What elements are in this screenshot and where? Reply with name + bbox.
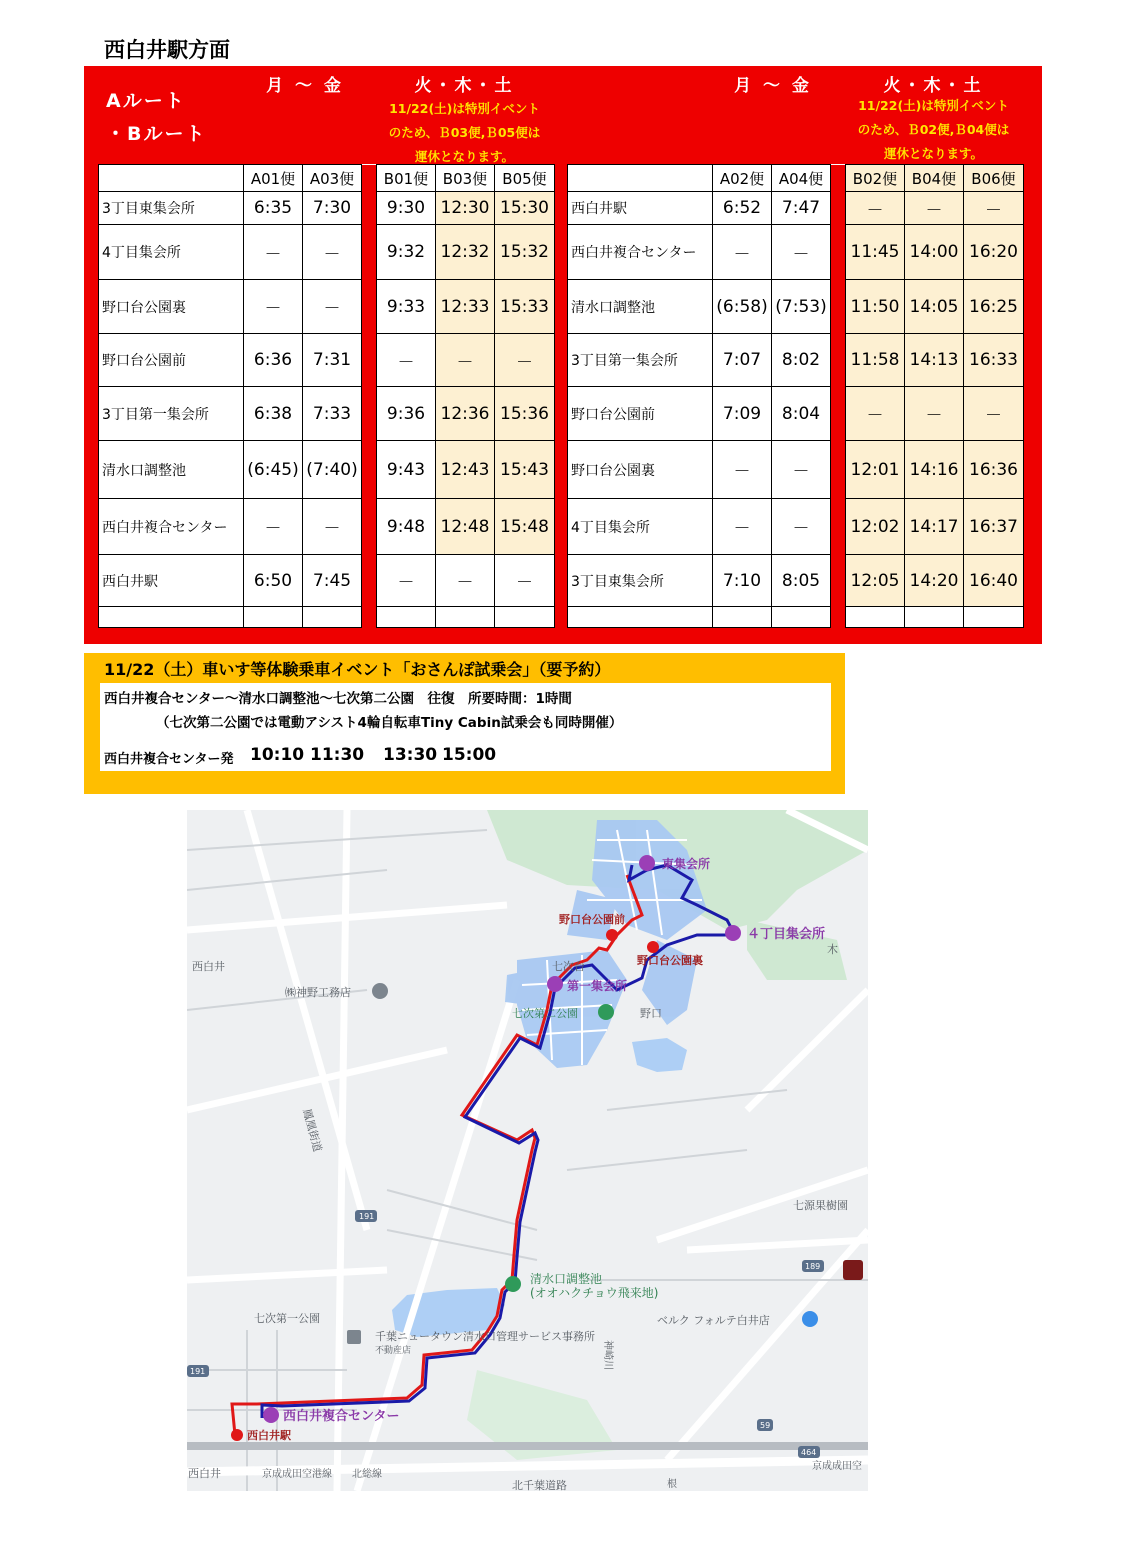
time-cell: 6:36 [244, 334, 303, 387]
park-marker-nanatsugi-daini[interactable] [598, 1004, 614, 1020]
time-cell: 16:20 [964, 225, 1024, 280]
table-row [99, 499, 555, 555]
time-cell: － [377, 555, 436, 607]
time-cell: (7:53) [772, 280, 831, 334]
time-cell: 7:07 [713, 334, 772, 387]
map-label-noguchidai-ura: 野口台公園裏 [637, 954, 703, 967]
page-title: 西白井駅方面 [104, 38, 230, 62]
left-note-line-3: 運休となります。 [414, 149, 514, 164]
time-cell: 7:09 [713, 387, 772, 441]
time-cell: － [495, 334, 555, 387]
time-cell: 9:33 [377, 280, 436, 334]
time-cell: (6:45) [244, 441, 303, 499]
empty-cell [846, 607, 905, 628]
table-row [568, 225, 1024, 280]
table-row [99, 441, 555, 499]
time-cell: － [713, 441, 772, 499]
map-label-hokuso: 北総線 [352, 1469, 382, 1480]
time-cell: － [846, 387, 905, 441]
poi-marker-office[interactable] [347, 1330, 361, 1344]
empty-cell [99, 607, 244, 628]
stop-name: 野口台公園裏 [568, 441, 713, 499]
time-cell: 9:36 [377, 387, 436, 441]
time-cell: 7:31 [303, 334, 362, 387]
time-cell: － [303, 225, 362, 280]
column-gap [831, 441, 846, 499]
time-cell: 12:01 [846, 441, 905, 499]
event-time: 13:30 [383, 745, 438, 765]
table-row [568, 441, 1024, 499]
column-gap [362, 165, 377, 192]
time-cell: － [964, 192, 1024, 225]
stop-marker-nishishiroi-eki[interactable] [231, 1429, 243, 1441]
stop-name: 野口台公園裏 [99, 280, 244, 334]
right-note-line-1: 11/22(土)は特別イベント [858, 98, 1009, 113]
time-cell: － [495, 555, 555, 607]
stop-name: 3丁目第一集会所 [568, 334, 713, 387]
left-note-line-1: 11/22(土)は特別イベント [389, 101, 540, 116]
route-label-b: ・Bルート [106, 123, 207, 145]
map-label-minamikaido: 鳳凰街道 [300, 1107, 325, 1154]
empty-cell [244, 607, 303, 628]
map-label-noguchi: 野口 [640, 1007, 662, 1020]
column-gap [362, 499, 377, 555]
time-cell: 12:05 [846, 555, 905, 607]
right-weekday-header: 月 ～ 金 [734, 76, 812, 96]
stop-name: 西白井複合センター [568, 225, 713, 280]
map-label-chiba-nt: 千葉ニュータウン清水口管理サービス事務所 [375, 1330, 595, 1343]
time-cell: 9:32 [377, 225, 436, 280]
column-header: A01便 [244, 165, 303, 192]
table-row [568, 280, 1024, 334]
park-marker-shimizuguchi[interactable] [505, 1276, 521, 1292]
empty-cell [568, 607, 713, 628]
poi-marker-daiichi[interactable] [547, 976, 563, 992]
time-cell: － [905, 387, 964, 441]
time-cell: 16:33 [964, 334, 1024, 387]
map-label-shimizuguchi-sub: (オオハクチョウ飛来地) [530, 1286, 659, 1300]
time-cell: 14:00 [905, 225, 964, 280]
map-label-higashi: 東集会所 [662, 857, 711, 871]
time-cell: 6:52 [713, 192, 772, 225]
stop-name: 西白井駅 [99, 555, 244, 607]
column-gap [831, 334, 846, 387]
stop-name: 清水口調整池 [99, 441, 244, 499]
time-cell: 12:02 [846, 499, 905, 555]
map-label-keisei-right: 京成成田空 [812, 1461, 862, 1472]
time-cell: 15:36 [495, 387, 555, 441]
stop-name: 野口台公園前 [568, 387, 713, 441]
empty-cell [905, 607, 964, 628]
time-cell: － [772, 225, 831, 280]
map-label-nanagen: 七源果樹園 [793, 1199, 848, 1212]
table-row-empty [99, 607, 555, 628]
stop-name: 4丁目集会所 [568, 499, 713, 555]
time-cell: － [713, 225, 772, 280]
right-special-header: 火・木・土 [883, 76, 984, 96]
time-cell: － [244, 280, 303, 334]
right-note-line-2: のため、Ｂ02便,Ｂ04便は [857, 122, 1010, 137]
time-cell: (7:40) [303, 441, 362, 499]
column-gap [831, 192, 846, 225]
table-row [99, 192, 555, 225]
time-cell: 16:25 [964, 280, 1024, 334]
left-special-header: 火・木・土 [414, 76, 515, 96]
road-badge-59: 59 [760, 1421, 771, 1430]
poi-marker-fukugo[interactable] [263, 1407, 279, 1423]
map-label-nezu: 根 [667, 1479, 677, 1490]
time-cell: 8:05 [772, 555, 831, 607]
table-row [568, 555, 1024, 607]
time-cell: － [713, 499, 772, 555]
table-row [99, 387, 555, 441]
road-badge-191-left: 191 [190, 1367, 206, 1376]
table-row [568, 192, 1024, 225]
poi-marker-higashi[interactable] [639, 855, 655, 871]
time-cell: 7:10 [713, 555, 772, 607]
table-row-empty [568, 607, 1024, 628]
map-label-fukugo: 西白井複合センター [283, 1409, 400, 1424]
column-gap [362, 555, 377, 607]
time-cell: － [772, 441, 831, 499]
map-label-daiichi: 第一集会所 [567, 979, 628, 993]
time-cell: 12:43 [436, 441, 495, 499]
column-gap [362, 334, 377, 387]
time-cell: 7:33 [303, 387, 362, 441]
event-note-text: （七次第二公園では電動アシスト4輪自転車Tiny Cabin試乗会も同時開催） [156, 715, 623, 731]
time-cell: 11:58 [846, 334, 905, 387]
stop-name: 西白井複合センター [99, 499, 244, 555]
time-cell: 6:38 [244, 387, 303, 441]
map-label-yonchome: ４丁目集会所 [747, 927, 826, 942]
event-depart-label: 西白井複合センター発 [104, 752, 234, 767]
column-header: B02便 [846, 165, 905, 192]
poi-marker-food[interactable] [843, 1260, 863, 1280]
road-badge-191: 191 [359, 1212, 375, 1221]
column-gap [362, 192, 377, 225]
time-cell: － [303, 280, 362, 334]
time-cell: 6:50 [244, 555, 303, 607]
time-cell: － [964, 387, 1024, 441]
left-weekday-header: 月 ～ 金 [266, 76, 344, 96]
column-gap [362, 607, 377, 628]
time-cell: － [244, 225, 303, 280]
poi-marker-yonchome[interactable] [725, 925, 741, 941]
time-cell: 15:32 [495, 225, 555, 280]
event-time: 10:10 [250, 745, 305, 765]
right-special-note [835, 94, 1032, 166]
right-timetable [567, 164, 1024, 628]
time-cell: 7:45 [303, 555, 362, 607]
map-label-kamino: ㈱神野工務店 [285, 986, 351, 999]
time-cell: 7:30 [303, 192, 362, 225]
column-header: B06便 [964, 165, 1024, 192]
time-cell: 9:43 [377, 441, 436, 499]
empty-cell [495, 607, 555, 628]
table-row [568, 334, 1024, 387]
time-cell: 15:33 [495, 280, 555, 334]
event-route-text: 西白井複合センター～清水口調整池～七次第二公園 往復 所要時間：1時間 [104, 691, 572, 707]
time-cell: 9:48 [377, 499, 436, 555]
left-timetable [98, 164, 555, 628]
event-time: 15:00 [442, 745, 497, 765]
left-special-note [366, 97, 563, 169]
column-gap [831, 280, 846, 334]
time-cell: 15:48 [495, 499, 555, 555]
time-cell: 12:48 [436, 499, 495, 555]
map-label-kita-chiba: 北千葉道路 [512, 1479, 567, 1491]
time-cell: － [244, 499, 303, 555]
column-gap [831, 499, 846, 555]
time-cell: 16:37 [964, 499, 1024, 555]
road-badge-189: 189 [805, 1262, 821, 1271]
time-cell: － [436, 334, 495, 387]
time-cell: 14:13 [905, 334, 964, 387]
stop-header [568, 165, 713, 192]
column-header: B01便 [377, 165, 436, 192]
column-gap [831, 607, 846, 628]
map-label-fudosan: 不動産店 [375, 1346, 412, 1356]
column-header: B05便 [495, 165, 555, 192]
stop-name: 3丁目東集会所 [99, 192, 244, 225]
empty-cell [713, 607, 772, 628]
route-label-a: Aルート [106, 90, 186, 112]
empty-cell [772, 607, 831, 628]
map-label-noguchidai-mae: 野口台公園前 [559, 913, 625, 926]
table-row [568, 387, 1024, 441]
column-header: B03便 [436, 165, 495, 192]
map-label-bell-forte: ベルク フォルテ白井店 [657, 1314, 770, 1327]
time-cell: 16:36 [964, 441, 1024, 499]
time-cell: 11:45 [846, 225, 905, 280]
stop-header [99, 165, 244, 192]
column-gap [362, 225, 377, 280]
time-cell: 12:33 [436, 280, 495, 334]
column-header: A03便 [303, 165, 362, 192]
time-cell: － [436, 555, 495, 607]
empty-cell [436, 607, 495, 628]
time-cell: － [377, 334, 436, 387]
time-cell: 14:20 [905, 555, 964, 607]
time-cell: 12:36 [436, 387, 495, 441]
column-header: A02便 [713, 165, 772, 192]
map-label-ki: 木 [827, 943, 838, 956]
table-row [99, 334, 555, 387]
column-header: A04便 [772, 165, 831, 192]
column-gap [831, 225, 846, 280]
column-gap [362, 441, 377, 499]
table-row [568, 499, 1024, 555]
time-cell: 14:05 [905, 280, 964, 334]
stop-name: 3丁目第一集会所 [99, 387, 244, 441]
stop-marker-noguchidai-mae[interactable] [606, 929, 618, 941]
time-cell: 6:35 [244, 192, 303, 225]
map-label-nishishiroi-area: 西白井 [192, 960, 225, 973]
poi-marker-kamino[interactable] [372, 983, 388, 999]
time-cell: 14:17 [905, 499, 964, 555]
column-gap [831, 555, 846, 607]
time-cell: 15:30 [495, 192, 555, 225]
stop-name: 西白井駅 [568, 192, 713, 225]
map-label-nishishiroi-eki: 西白井駅 [247, 1429, 291, 1442]
time-cell: 7:47 [772, 192, 831, 225]
stop-name: 4丁目集会所 [99, 225, 244, 280]
left-note-line-2: のため、Ｂ03便,Ｂ05便は [388, 125, 541, 140]
empty-cell [377, 607, 436, 628]
map-label-nanatsugi-daiichi: 七次第一公園 [254, 1312, 320, 1325]
time-cell: 12:32 [436, 225, 495, 280]
time-cell: － [303, 499, 362, 555]
map-label-station: 西白井 [188, 1467, 221, 1480]
map-label-keisei-line: 京成成田空港線 [262, 1469, 332, 1480]
time-cell: － [905, 192, 964, 225]
right-note-line-3: 運休となります。 [883, 146, 983, 161]
empty-cell [303, 607, 362, 628]
table-row [99, 225, 555, 280]
route-map[interactable] [187, 810, 868, 1491]
column-gap [831, 165, 846, 192]
table-row [99, 280, 555, 334]
stop-name: 清水口調整池 [568, 280, 713, 334]
map-label-nanatsugi: 七次台 [552, 960, 585, 973]
stop-name: 3丁目東集会所 [568, 555, 713, 607]
map-label-kamizaki: 神崎川 [602, 1340, 613, 1370]
time-cell: 15:43 [495, 441, 555, 499]
time-cell: 8:04 [772, 387, 831, 441]
stop-name: 野口台公園前 [99, 334, 244, 387]
time-cell: 11:50 [846, 280, 905, 334]
time-cell: 9:30 [377, 192, 436, 225]
column-header: B04便 [905, 165, 964, 192]
poi-marker-bell-forte[interactable] [802, 1311, 818, 1327]
time-cell: 14:16 [905, 441, 964, 499]
time-cell: 12:30 [436, 192, 495, 225]
road-badge-464: 464 [801, 1448, 817, 1457]
event-title: 11/22（土）車いす等体験乗車イベント「おさんぽ試乗会」（要予約） [104, 660, 611, 679]
column-gap [831, 387, 846, 441]
column-gap [362, 280, 377, 334]
time-cell: － [772, 499, 831, 555]
event-time: 11:30 [310, 745, 365, 765]
time-cell: － [846, 192, 905, 225]
empty-cell [964, 607, 1024, 628]
map-label-shimizuguchi: 清水口調整池 [530, 1272, 603, 1286]
time-cell: 8:02 [772, 334, 831, 387]
table-row [99, 555, 555, 607]
time-cell: (6:58) [713, 280, 772, 334]
time-cell: 16:40 [964, 555, 1024, 607]
stop-marker-noguchidai-ura[interactable] [647, 941, 659, 953]
map-label-nanatsugi-daini: 七次第二公園 [512, 1007, 578, 1020]
column-gap [362, 387, 377, 441]
